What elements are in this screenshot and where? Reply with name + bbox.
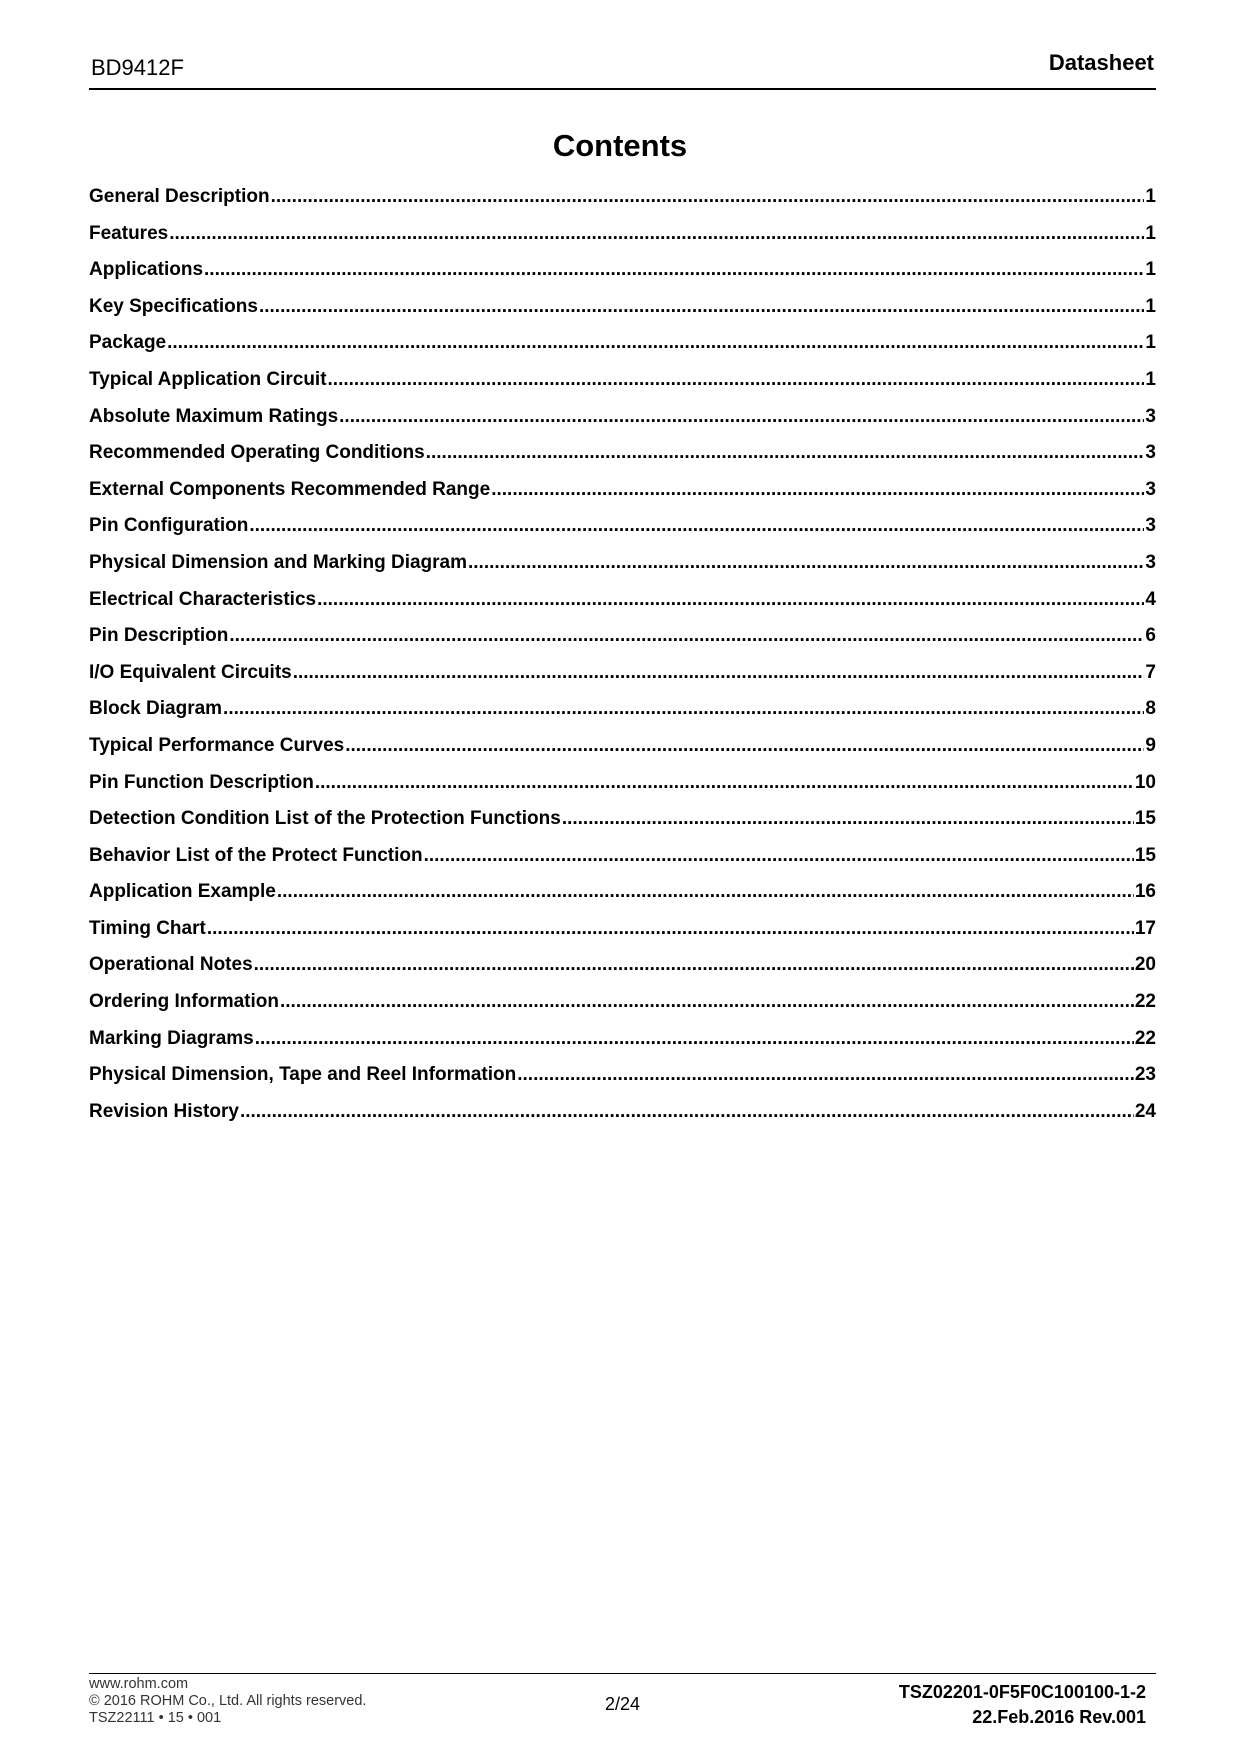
toc-entry-page: 3: [1145, 551, 1156, 573]
footer-form-code: TSZ22111 • 15 • 001: [89, 1710, 222, 1726]
toc-entry-label: Features: [89, 222, 169, 244]
toc-entry[interactable]: [89, 1101, 1156, 1138]
footer-doc-number: TSZ02201-0F5F0C100100-1-2: [898, 1682, 1146, 1702]
toc-entry[interactable]: [89, 332, 1156, 369]
toc-entry[interactable]: [89, 735, 1156, 772]
toc-entry-label: Detection Condition List of the Protection Functions: [89, 808, 561, 830]
toc-entry-label: Electrical Characteristics: [89, 588, 317, 610]
toc-entry-label: Marking Diagrams: [89, 1027, 254, 1049]
toc-entry[interactable]: [89, 515, 1156, 552]
toc-dot-leader: [204, 259, 1144, 281]
toc-entry-label: Package: [89, 332, 167, 354]
toc-entry[interactable]: [89, 772, 1156, 809]
toc-entry-page: 1: [1145, 186, 1156, 207]
toc-dot-leader: [424, 845, 1134, 867]
toc-dot-leader: [229, 625, 1144, 647]
page-footer: [89, 1673, 1156, 1734]
toc-entry[interactable]: [89, 406, 1156, 443]
toc-entry[interactable]: [89, 881, 1156, 918]
toc-entry-label: Pin Description: [89, 625, 229, 647]
toc-dot-leader: [271, 186, 1145, 208]
toc-entry-page: 9: [1145, 734, 1156, 756]
toc-dot-leader: [317, 589, 1144, 611]
toc-entry-label: External Components Recommended Range: [89, 478, 491, 500]
toc-entry-label: Operational Notes: [89, 954, 253, 976]
toc-entry[interactable]: [89, 991, 1156, 1028]
toc-dot-leader: [293, 662, 1145, 684]
page-header: [89, 50, 1156, 90]
toc-entry-page: 10: [1134, 771, 1156, 793]
toc-entry-page: 7: [1145, 661, 1156, 683]
toc-entry-page: 1: [1145, 259, 1156, 281]
toc-dot-leader: [339, 406, 1144, 428]
toc-entry[interactable]: [89, 1064, 1156, 1101]
toc-entry[interactable]: [89, 1028, 1156, 1065]
toc-entry-page: 8: [1145, 698, 1156, 720]
toc-entry[interactable]: [89, 259, 1156, 296]
toc-dot-leader: [468, 552, 1144, 574]
toc-entry[interactable]: [89, 662, 1156, 699]
page-title: Contents: [552, 128, 688, 163]
table-of-contents: [89, 186, 1156, 1137]
toc-dot-leader: [240, 1101, 1134, 1123]
toc-entry-label: Behavior List of the Protect Function: [89, 844, 423, 866]
document-type: Datasheet: [1048, 50, 1154, 75]
toc-entry-label: Recommended Operating Conditions: [89, 442, 425, 464]
toc-dot-leader: [169, 223, 1144, 245]
toc-entry-page: 3: [1145, 442, 1156, 464]
toc-dot-leader: [517, 1064, 1134, 1086]
toc-entry-page: 15: [1134, 808, 1156, 830]
toc-entry[interactable]: [89, 296, 1156, 333]
footer-date-revision: 22.Feb.2016 Rev.001: [972, 1707, 1146, 1727]
footer-copyright: © 2016 ROHM Co., Ltd. All rights reserved.: [89, 1693, 367, 1709]
toc-dot-leader: [255, 1028, 1134, 1050]
toc-entry[interactable]: [89, 589, 1156, 626]
toc-entry-page: 6: [1145, 625, 1156, 647]
toc-entry-label: Physical Dimension and Marking Diagram: [89, 551, 467, 573]
toc-entry[interactable]: [89, 698, 1156, 735]
toc-dot-leader: [345, 735, 1144, 757]
toc-entry[interactable]: [89, 954, 1156, 991]
toc-entry[interactable]: [89, 808, 1156, 845]
toc-dot-leader: [167, 332, 1144, 354]
toc-dot-leader: [259, 296, 1144, 318]
toc-entry[interactable]: [89, 479, 1156, 516]
toc-dot-leader: [426, 442, 1145, 464]
toc-entry-page: 22: [1134, 991, 1156, 1013]
toc-dot-leader: [491, 479, 1144, 501]
toc-entry[interactable]: [89, 442, 1156, 479]
toc-entry[interactable]: [89, 845, 1156, 882]
footer-page-number: 2/24: [604, 1694, 641, 1714]
toc-dot-leader: [207, 918, 1134, 940]
toc-entry-page: 1: [1145, 368, 1156, 390]
toc-entry[interactable]: [89, 552, 1156, 589]
toc-dot-leader: [315, 772, 1134, 794]
toc-entry-page: 4: [1145, 588, 1156, 610]
toc-entry-page: 20: [1134, 954, 1156, 976]
toc-entry-page: 24: [1134, 1100, 1156, 1122]
toc-entry-label: General Description: [89, 186, 270, 207]
toc-entry-page: 17: [1134, 917, 1156, 939]
toc-entry-page: 3: [1145, 478, 1156, 500]
toc-entry-page: 1: [1145, 332, 1156, 354]
toc-entry-label: Block Diagram: [89, 698, 223, 720]
toc-entry-label: Typical Performance Curves: [89, 734, 345, 756]
toc-dot-leader: [277, 881, 1134, 903]
toc-entry-label: Pin Function Description: [89, 771, 314, 793]
toc-entry-page: 15: [1134, 844, 1156, 866]
toc-dot-leader: [249, 515, 1144, 537]
toc-entry-label: Ordering Information: [89, 991, 279, 1013]
toc-dot-leader: [562, 808, 1134, 830]
toc-entry-page: 16: [1134, 881, 1156, 903]
footer-doc-info: [899, 1680, 1146, 1730]
toc-dot-leader: [223, 698, 1144, 720]
toc-entry-label: Revision History: [89, 1100, 239, 1122]
toc-entry-page: 3: [1145, 515, 1156, 537]
toc-entry-label: Absolute Maximum Ratings: [89, 405, 339, 427]
toc-entry[interactable]: [89, 625, 1156, 662]
toc-entry[interactable]: [89, 918, 1156, 955]
toc-entry-label: I/O Equivalent Circuits: [89, 661, 292, 683]
toc-entry-label: Applications: [89, 259, 204, 281]
toc-dot-leader: [280, 991, 1134, 1013]
toc-entry-page: 1: [1145, 295, 1156, 317]
toc-entry-label: Application Example: [89, 881, 276, 903]
toc-entry-label: Physical Dimension, Tape and Reel Information: [89, 1064, 517, 1086]
toc-entry[interactable]: [89, 223, 1156, 260]
toc-entry[interactable]: [89, 186, 1156, 223]
toc-entry-label: Key Specifications: [89, 295, 258, 317]
toc-entry-page: 23: [1134, 1064, 1156, 1086]
toc-entry-page: 1: [1145, 222, 1156, 244]
toc-entry-page: 22: [1134, 1027, 1156, 1049]
footer-website: www.rohm.com: [89, 1676, 189, 1692]
toc-entry[interactable]: [89, 369, 1156, 406]
toc-entry-page: 3: [1145, 405, 1156, 427]
document-id: BD9412F: [91, 55, 184, 80]
toc-entry-label: Pin Configuration: [89, 515, 249, 537]
toc-dot-leader: [328, 369, 1145, 391]
toc-entry-label: Timing Chart: [89, 917, 206, 939]
toc-entry-label: Typical Application Circuit: [89, 368, 327, 390]
toc-dot-leader: [254, 954, 1134, 976]
